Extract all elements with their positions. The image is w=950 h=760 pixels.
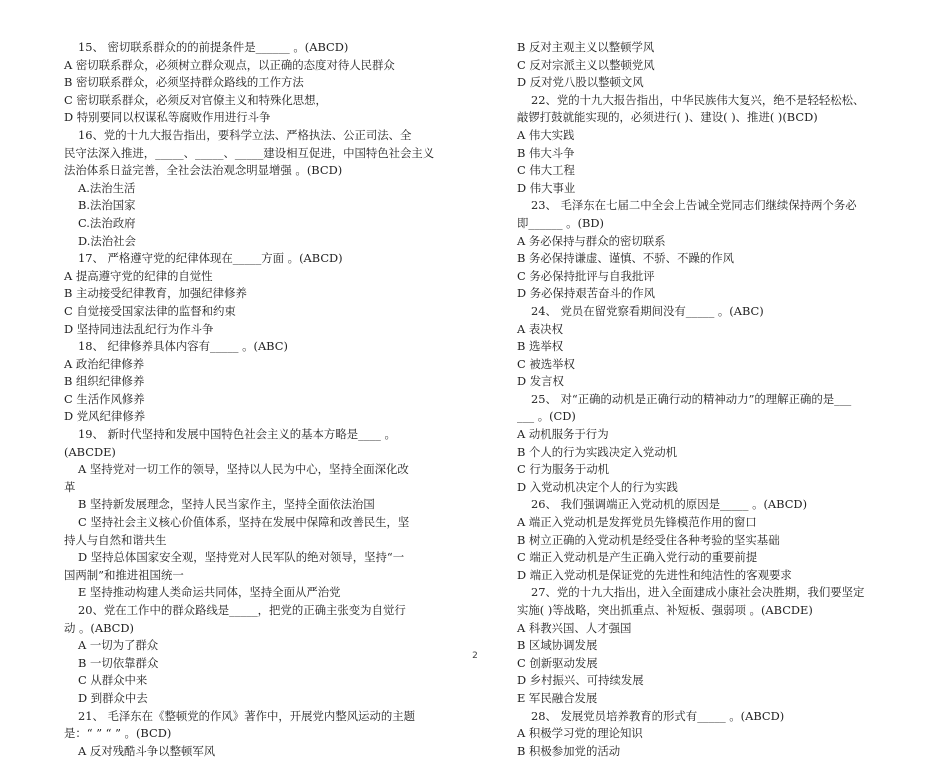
page-number: 2 — [472, 651, 478, 661]
text-line: C 从群众中来 — [78, 673, 148, 688]
text-line: B 密切联系群众，必须坚持群众路线的工作方法 — [64, 75, 304, 90]
text-line: D 坚持总体国家安全观，坚持党对人民军队的绝对领导，坚持“一 — [78, 550, 405, 565]
text-line: 17、 严格遵守党的纪律体现在_____方面 。(ABCD) — [78, 251, 343, 266]
text-line: D 坚持同违法乱纪行为作斗争 — [64, 321, 214, 336]
text-line: B 选举权 — [517, 339, 564, 354]
text-line: 持人与自然和谐共生 — [64, 532, 167, 547]
text-line: 即______ 。(BD) — [517, 215, 604, 230]
text-line: A.法治生活 — [78, 180, 136, 195]
text-line: D 乡村振兴、可持续发展 — [517, 673, 644, 688]
text-line: A 伟大实践 — [517, 127, 575, 142]
text-line: 动 。(ABCD) — [64, 620, 134, 635]
text-line: 18、 纪律修养具体内容有_____ 。(ABC) — [78, 339, 288, 354]
text-line: A 积极学习党的理论知识 — [517, 726, 643, 741]
text-line: B 主动接受纪律教育，加强纪律修养 — [64, 286, 247, 301]
text-line: A 务必保持与群众的密切联系 — [517, 233, 666, 248]
text-line: 国两制”和推进祖国统一 — [64, 567, 184, 582]
text-line: C 密切联系群众，必须反对官僚主义和特殊化思想， — [64, 92, 327, 107]
text-line: D 发言权 — [517, 374, 564, 389]
text-line: ___ 。(CD) — [517, 409, 576, 424]
text-line: A 科教兴国、人才强国 — [517, 620, 632, 635]
text-line: 28、 发展党员培养教育的形式有_____ 。(ABCD) — [531, 708, 785, 723]
text-line: 20、党在工作中的群众路线是_____，把党的正确主张变为自觉行 — [78, 603, 406, 617]
text-line: B 反对主观主义以整顿学风 — [517, 40, 655, 54]
text-line: C 伟大工程 — [517, 163, 575, 178]
text-line: B.法治国家 — [78, 198, 136, 213]
text-line: B 区域协调发展 — [517, 638, 598, 653]
text-line: A 端正入党动机是发挥党员先锋模范作用的窗口 — [517, 515, 757, 530]
text-line: C 反对宗派主义以整顿党风 — [517, 57, 655, 72]
text-line: C.法治政府 — [78, 215, 136, 230]
text-line: B 个人的行为实践决定入党动机 — [517, 444, 678, 459]
text-line: D 入党动机决定个人的行为实践 — [517, 479, 678, 494]
text-line: 23、 毛泽东在七届二中全会上告诫全党同志们继续保持两个务必 — [531, 198, 857, 213]
text-line: D 党风纪律修养 — [64, 409, 146, 424]
text-line: B 组织纪律修养 — [64, 374, 145, 389]
text-line: E 坚持推动构建人类命运共同体，坚持全面从严治党 — [78, 585, 341, 600]
text-line: 22、党的十九大报告指出，中华民族伟大复兴，绝不是轻轻松松、 — [531, 92, 865, 107]
text-line: C 创新驱动发展 — [517, 655, 598, 670]
text-line: 26、 我们强调端正入党动机的原因是_____ 。(ABCD) — [531, 497, 808, 512]
text-line: B 务必保持谦虚、谨慎、不骄、不躁的作风 — [517, 251, 735, 266]
text-line: D 反对党八股以整顿文风 — [517, 75, 644, 90]
text-line: C 端正入党动机是产生正确入党行动的重要前提 — [517, 550, 758, 565]
text-line: D.法治社会 — [78, 233, 136, 248]
text-line: A 表决权 — [517, 321, 564, 336]
text-line: 25、 对“正确的动机是正确行动的精神动力”的理解正确的是___ — [531, 391, 852, 406]
text-line: A 动机服务于行为 — [517, 427, 609, 442]
text-line: C 自觉接受国家法律的监督和约束 — [64, 303, 236, 318]
text-line: 27、党的十九大指出，进入全面建成小康社会决胜期，我们要坚定 — [531, 585, 865, 600]
text-line: A 密切联系群众，必须树立群众观点，以正确的态度对待人民群众 — [64, 57, 395, 72]
text-line: D 到群众中去 — [78, 690, 148, 705]
text-line: 是：“ ” “ ” 。(BCD) — [64, 726, 172, 741]
text-line: B 伟大斗争 — [517, 145, 575, 160]
text-line: 24、 党员在留党察看期间没有_____ 。(ABC) — [531, 303, 764, 318]
text-line: C 生活作风修养 — [64, 391, 145, 406]
text-line: A 坚持党对一切工作的领导，坚持以人民为中心，坚持全面深化改 — [78, 462, 409, 477]
text-line: A 一切为了群众 — [78, 638, 159, 653]
text-line: A 政治纪律修养 — [64, 356, 145, 371]
text-line: A 提高遵守党的纪律的自觉性 — [64, 268, 213, 283]
text-line: E 军民融合发展 — [517, 690, 598, 705]
text-line: D 伟大事业 — [517, 180, 576, 195]
text-line: D 特别要同以权谋私等腐败作用进行斗争 — [64, 110, 271, 125]
text-line: B 积极参加党的活动 — [517, 743, 621, 758]
text-line: 19、 新时代坚持和发展中国特色社会主义的基本方略是____ 。 — [78, 427, 396, 442]
text-line: 革 — [64, 479, 76, 494]
text-line: C 行为服务于动机 — [517, 462, 610, 477]
text-line: 16、党的十九大报告指出，要科学立法、严格执法、公正司法、全 — [78, 127, 412, 142]
text-line: 15、 密切联系群众的的前提条件是______ 。(ABCD) — [78, 40, 349, 54]
text-line: D 端正入党动机是保证党的先进性和纯洁性的客观要求 — [517, 567, 792, 582]
text-line: C 被选举权 — [517, 356, 575, 371]
text-line: C 坚持社会主义核心价值体系，坚持在发展中保障和改善民生，坚 — [78, 515, 410, 530]
text-line: (ABCDE) — [64, 444, 116, 459]
text-line: 民守法深入推进，_____、_____、_____建设相互促进，中国特色社会主义 — [64, 145, 435, 160]
text-line: D 务必保持艰苦奋斗的作风 — [517, 286, 656, 301]
text-line: A 反对残酷斗争以整顿军风 — [78, 743, 216, 758]
text-line: B 坚持新发展理念，坚持人民当家作主，坚持全面依法治国 — [78, 497, 375, 512]
text-line: 21、 毛泽东在《整顿党的作风》著作中，开展党内整风运动的主题 — [78, 708, 416, 723]
text-line: B 一切依靠群众 — [78, 655, 159, 670]
text-line: 实施( )等战略，突出抓重点、补短板、强弱项 。(ABCDE) — [517, 603, 813, 617]
text-line: C 务必保持批评与自我批评 — [517, 268, 655, 283]
text-line: B 树立正确的入党动机是经受住各种考验的坚实基础 — [517, 532, 780, 547]
text-line: 法治体系日益完善，全社会法治观念明显增强 。(BCD) — [64, 163, 343, 178]
text-line: 敲锣打鼓就能实现的，必须进行( )、建设( )、推进( )(BCD) — [517, 110, 818, 125]
